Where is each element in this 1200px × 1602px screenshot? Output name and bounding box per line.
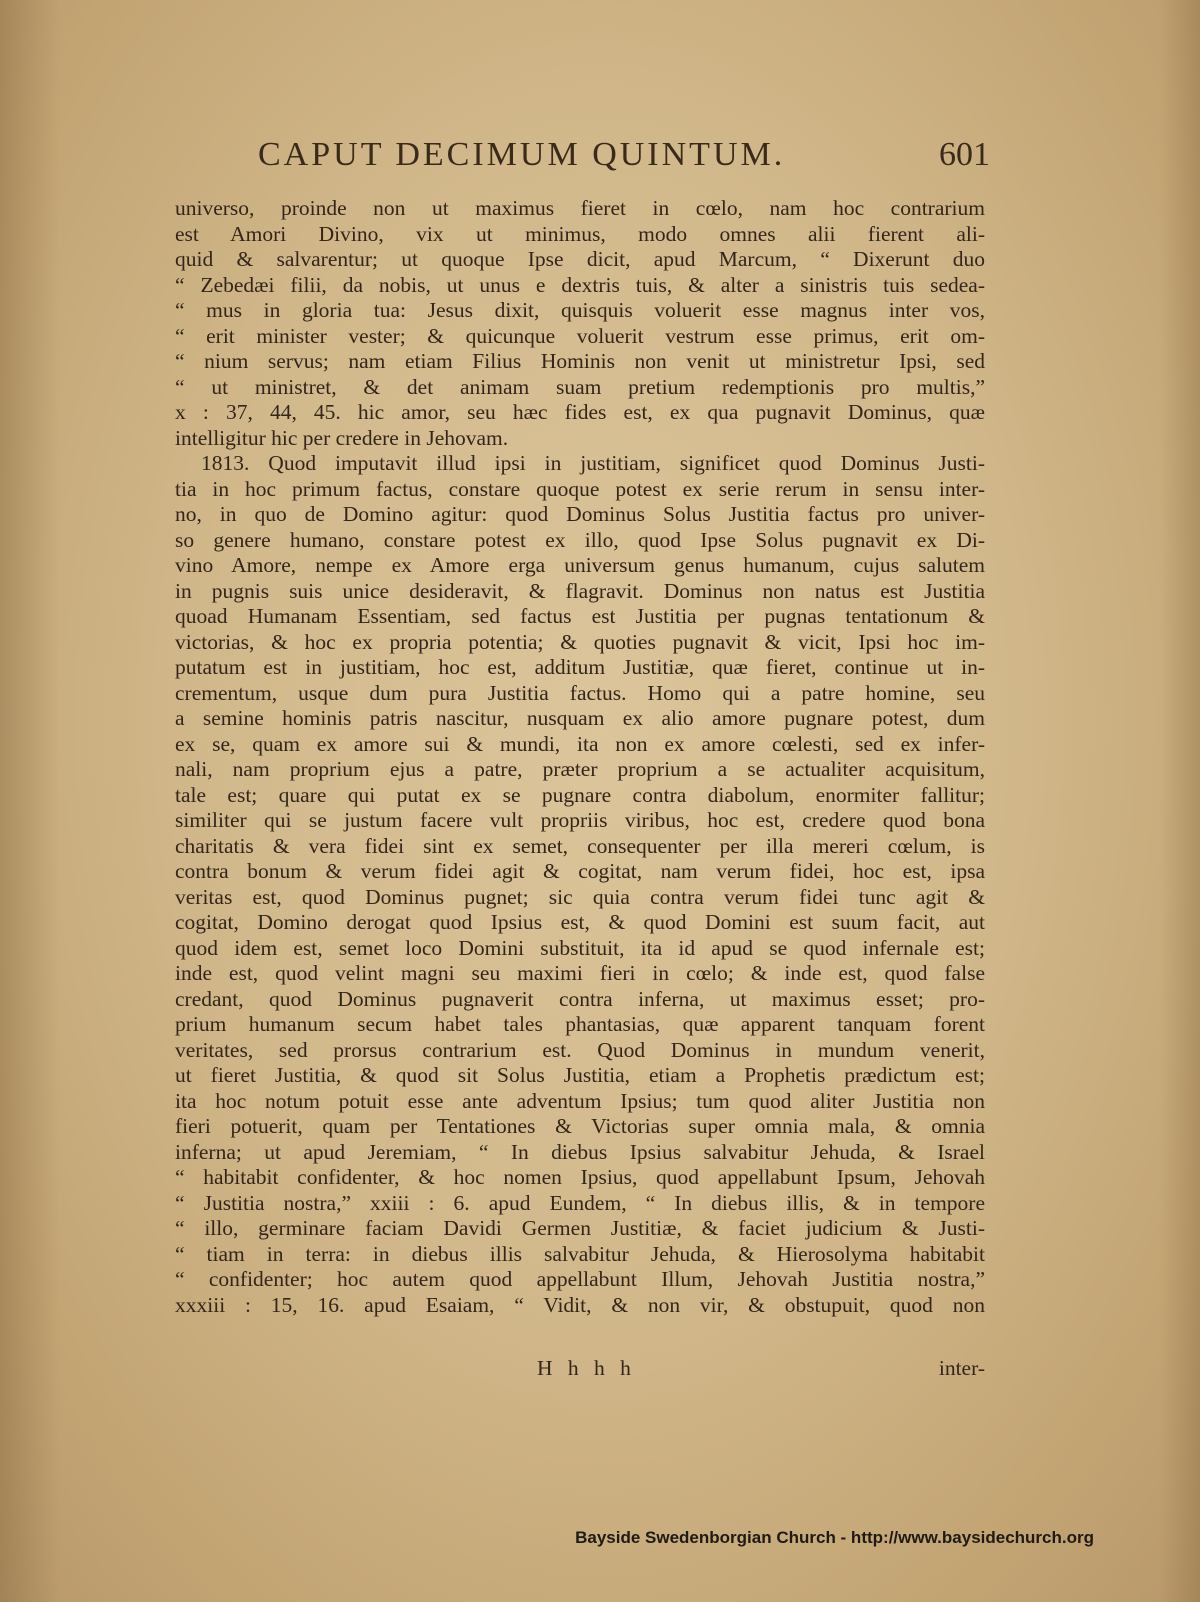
text-line: tale est; quare qui putat ex se pugnare contra diabolum, enormiter fallitur;	[175, 782, 985, 807]
text-line: crementum, usque dum pura Justitia factus. Homo qui a patre homine, seu	[175, 680, 985, 705]
text-line: putatum est in justitiam, hoc est, additum Justitiæ, quæ fieret, continue ut in-	[175, 655, 985, 679]
signature-mark: H h h h	[537, 1356, 636, 1380]
text-line: a semine hominis patris nascitur, nusquam ex alio amore pugnare potest, dum	[175, 706, 985, 730]
body-text	[175, 196, 985, 1318]
text-line: x : 37, 44, 45. hic amor, seu hæc fides est, ex qua pugnavit Dominus, quæ	[175, 400, 985, 424]
text-line: vino Amore, nempe ex Amore erga universum genus humanum, cujus salutem	[175, 553, 985, 577]
text-line: prium humanum secum habet tales phantasias, quæ apparent tanquam forent	[175, 1012, 985, 1036]
text-line: “ ut ministret, & det animam suam pretium redemptionis pro multis,”	[175, 374, 985, 399]
text-line: cogitat, Domino derogat quod Ipsius est, & quod Domini est suum facit, aut	[175, 910, 985, 934]
text-line: ex se, quam ex amore sui & mundi, ita non ex amore cœlesti, sed ex infer-	[175, 731, 985, 756]
page-header	[258, 136, 990, 186]
text-line: “ nium servus; nam etiam Filius Hominis non venit ut ministretur Ipsi, sed	[175, 349, 985, 373]
text-line: “ erit minister vester; & quicunque voluerit vestrum esse primus, erit om-	[175, 323, 985, 348]
text-line: “ illo, germinare faciam Davidi Germen Justitiæ, & faciet judicium & Justi-	[175, 1216, 985, 1240]
text-line: quod idem est, semet loco Domini substituit, ita id apud se quod infernale est;	[175, 935, 985, 960]
page-number: 601	[939, 136, 990, 173]
text-line: “ Justitia nostra,” xxiii : 6. apud Eundem, “ In diebus illis, & in tempore	[175, 1190, 985, 1215]
text-line: “ mus in gloria tua: Jesus dixit, quisquis voluerit esse magnus inter vos,	[175, 298, 985, 322]
credit-link[interactable]: Bayside Swedenborgian Church - http://www.baysidechurch.org	[575, 1528, 1094, 1547]
text-line: quid & salvarentur; ut quoque Ipse dicit, apud Marcum, “ Dixerunt duo	[175, 247, 985, 271]
text-line: universo, proinde non ut maximus fieret in cœlo, nam hoc contrarium	[175, 196, 985, 220]
text-line: veritas est, quod Dominus pugnet; sic quia contra verum fidei tunc agit &	[175, 884, 985, 909]
text-line: in pugnis suis unice desideravit, & flagravit. Dominus non natus est Justitia	[175, 578, 985, 603]
catchword: inter-	[938, 1356, 985, 1380]
text-line: inde est, quod velint magni seu maximi fieri in cœlo; & inde est, quod false	[175, 961, 985, 985]
text-line: fieri potuerit, quam per Tentationes & Victorias super omnia mala, & omnia	[175, 1114, 985, 1138]
text-line: similiter qui se justum facere vult propriis viribus, hoc est, credere quod bona	[175, 808, 985, 832]
text-line: est Amori Divino, vix ut minimus, modo omnes alii fierent ali-	[175, 221, 985, 246]
text-line: quoad Humanam Essentiam, sed factus est Justitia per pugnas tentationum &	[175, 604, 985, 628]
text-line: so genere humano, constare potest ex illo, quod Ipse Solus pugnavit ex Di-	[175, 527, 985, 552]
text-line: veritates, sed prorsus contrarium est. Quod Dominus in mundum venerit,	[175, 1037, 985, 1062]
text-line: 1813. Quod imputavit illud ipsi in justitiam, significet quod Dominus Justi-	[201, 451, 985, 475]
text-line: no, in quo de Domino agitur: quod Dominus Solus Justitia factus pro univer-	[175, 502, 985, 526]
running-title: CAPUT DECIMUM QUINTUM.	[258, 136, 786, 173]
text-line: “ habitabit confidenter, & hoc nomen Ipsius, quod appellabunt Ipsum, Jehovah	[175, 1165, 985, 1189]
text-line: nali, nam proprium ejus a patre, præter proprium a se actualiter acquisitum,	[175, 757, 985, 781]
text-line: tia in hoc primum factus, constare quoque potest ex serie rerum in sensu inter-	[175, 476, 985, 501]
text-line: ut fieret Justitia, & quod sit Solus Justitia, etiam a Prophetis prædictum est;	[175, 1063, 985, 1087]
text-line: “ tiam in terra: in diebus illis salvabitur Jehuda, & Hierosolyma habitabit	[175, 1241, 985, 1266]
text-line: “ confidenter; hoc autem quod appellabunt Illum, Jehovah Justitia nostra,”	[175, 1267, 985, 1291]
text-line: xxxiii : 15, 16. apud Esaiam, “ Vidit, & non vir, & obstupuit, quod non	[175, 1292, 985, 1317]
text-line: victorias, & hoc ex propria potentia; & quoties pugnavit & vicit, Ipsi hoc im-	[175, 629, 985, 654]
page-footer	[175, 1356, 985, 1382]
text-line: contra bonum & verum fidei agit & cogitat, nam verum fidei, hoc est, ipsa	[175, 859, 985, 883]
text-line: charitatis & vera fidei sint ex semet, consequenter per illa mereri cœlum, is	[175, 833, 985, 858]
text-line: ita hoc notum potuit esse ante adventum Ipsius; tum quod aliter Justitia non	[175, 1088, 985, 1113]
text-line: credant, quod Dominus pugnaverit contra inferna, ut maximus esset; pro-	[175, 986, 985, 1011]
text-line: “ Zebedæi filii, da nobis, ut unus e dextris tuis, & alter a sinistris tuis sedea-	[175, 272, 985, 297]
text-line: intelligitur hic per credere in Jehovam.	[175, 425, 509, 450]
text-line: inferna; ut apud Jeremiam, “ In diebus Ipsius salvabitur Jehuda, & Israel	[175, 1139, 985, 1164]
